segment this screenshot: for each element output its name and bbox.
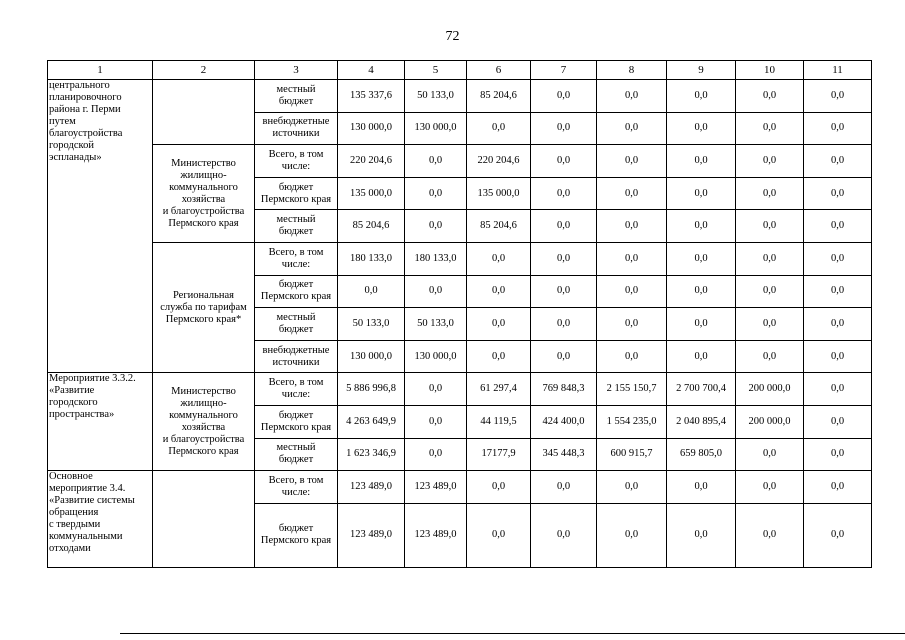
amount-cell: 0,0 bbox=[804, 210, 872, 243]
amount-cell: 135 000,0 bbox=[467, 177, 531, 210]
event-name: Мероприятие 3.3.2. «Развитие городского пространства» bbox=[48, 373, 153, 471]
amount-cell: 0,0 bbox=[667, 80, 736, 113]
amount-cell: 0,0 bbox=[804, 275, 872, 308]
amount-cell: 0,0 bbox=[804, 112, 872, 145]
funding-source: бюджет Пермского края bbox=[255, 177, 338, 210]
amount-cell: 0,0 bbox=[405, 145, 467, 178]
amount-cell: 123 489,0 bbox=[405, 471, 467, 504]
amount-cell: 0,0 bbox=[736, 112, 804, 145]
amount-cell: 0,0 bbox=[804, 340, 872, 373]
amount-cell: 0,0 bbox=[667, 177, 736, 210]
column-number: 6 bbox=[467, 61, 531, 80]
amount-cell: 0,0 bbox=[804, 373, 872, 406]
column-number: 7 bbox=[531, 61, 597, 80]
amount-cell: 123 489,0 bbox=[338, 471, 405, 504]
amount-cell: 0,0 bbox=[667, 112, 736, 145]
executor-name: Министерство жилищно- коммунального хозяйства и благоустройства Пермского края bbox=[153, 145, 255, 243]
funding-source: Всего, в том числе: bbox=[255, 373, 338, 406]
column-number: 2 bbox=[153, 61, 255, 80]
amount-cell: 0,0 bbox=[667, 308, 736, 341]
funding-source: местный бюджет bbox=[255, 80, 338, 113]
amount-cell: 130 000,0 bbox=[405, 112, 467, 145]
table-row bbox=[48, 145, 872, 178]
amount-cell: 0,0 bbox=[531, 503, 597, 567]
amount-cell: 123 489,0 bbox=[405, 503, 467, 567]
page-number: 72 bbox=[445, 29, 460, 44]
executor-name bbox=[153, 80, 255, 145]
budget-table bbox=[47, 60, 872, 568]
funding-source: бюджет Пермского края bbox=[255, 275, 338, 308]
amount-cell: 17177,9 bbox=[467, 438, 531, 471]
amount-cell: 0,0 bbox=[597, 471, 667, 504]
executor-name: Региональная служба по тарифам Пермского края* bbox=[153, 242, 255, 372]
amount-cell: 0,0 bbox=[338, 275, 405, 308]
amount-cell: 0,0 bbox=[531, 471, 597, 504]
amount-cell: 50 133,0 bbox=[405, 308, 467, 341]
column-number: 9 bbox=[667, 61, 736, 80]
amount-cell: 0,0 bbox=[736, 177, 804, 210]
amount-cell: 659 805,0 bbox=[667, 438, 736, 471]
amount-cell: 0,0 bbox=[531, 177, 597, 210]
amount-cell: 0,0 bbox=[531, 210, 597, 243]
table-row bbox=[48, 373, 872, 406]
amount-cell: 0,0 bbox=[736, 210, 804, 243]
amount-cell: 0,0 bbox=[804, 308, 872, 341]
amount-cell: 0,0 bbox=[467, 503, 531, 567]
amount-cell: 0,0 bbox=[667, 242, 736, 275]
amount-cell: 0,0 bbox=[667, 275, 736, 308]
amount-cell: 0,0 bbox=[597, 308, 667, 341]
amount-cell: 44 119,5 bbox=[467, 405, 531, 438]
amount-cell: 0,0 bbox=[531, 242, 597, 275]
column-number: 5 bbox=[405, 61, 467, 80]
amount-cell: 0,0 bbox=[597, 112, 667, 145]
amount-cell: 220 204,6 bbox=[467, 145, 531, 178]
amount-cell: 0,0 bbox=[804, 80, 872, 113]
amount-cell: 0,0 bbox=[531, 275, 597, 308]
event-name: Основное мероприятие 3.4. «Развитие системы обращения с твердыми коммунальными отходами bbox=[48, 471, 153, 568]
amount-cell: 0,0 bbox=[405, 373, 467, 406]
column-number: 4 bbox=[338, 61, 405, 80]
amount-cell: 0,0 bbox=[467, 275, 531, 308]
column-number-row bbox=[48, 61, 872, 80]
amount-cell: 85 204,6 bbox=[467, 80, 531, 113]
amount-cell: 345 448,3 bbox=[531, 438, 597, 471]
funding-source: местный бюджет bbox=[255, 438, 338, 471]
amount-cell: 85 204,6 bbox=[338, 210, 405, 243]
amount-cell: 0,0 bbox=[597, 177, 667, 210]
amount-cell: 0,0 bbox=[736, 503, 804, 567]
executor-name bbox=[153, 471, 255, 568]
amount-cell: 0,0 bbox=[667, 145, 736, 178]
column-number: 8 bbox=[597, 61, 667, 80]
funding-source: бюджет Пермского края bbox=[255, 503, 338, 567]
funding-source: внебюджетные источники bbox=[255, 112, 338, 145]
table-row bbox=[48, 242, 872, 275]
amount-cell: 1 554 235,0 bbox=[597, 405, 667, 438]
amount-cell: 0,0 bbox=[467, 308, 531, 341]
amount-cell: 2 040 895,4 bbox=[667, 405, 736, 438]
amount-cell: 0,0 bbox=[467, 340, 531, 373]
amount-cell: 0,0 bbox=[736, 80, 804, 113]
amount-cell: 200 000,0 bbox=[736, 405, 804, 438]
amount-cell: 0,0 bbox=[804, 438, 872, 471]
amount-cell: 0,0 bbox=[531, 112, 597, 145]
amount-cell: 0,0 bbox=[597, 503, 667, 567]
amount-cell: 0,0 bbox=[804, 242, 872, 275]
amount-cell: 0,0 bbox=[597, 210, 667, 243]
amount-cell: 0,0 bbox=[736, 438, 804, 471]
amount-cell: 0,0 bbox=[736, 471, 804, 504]
amount-cell: 180 133,0 bbox=[338, 242, 405, 275]
amount-cell: 0,0 bbox=[467, 471, 531, 504]
funding-source: бюджет Пермского края bbox=[255, 405, 338, 438]
amount-cell: 0,0 bbox=[531, 340, 597, 373]
amount-cell: 0,0 bbox=[736, 242, 804, 275]
amount-cell: 0,0 bbox=[531, 145, 597, 178]
amount-cell: 135 000,0 bbox=[338, 177, 405, 210]
amount-cell: 0,0 bbox=[736, 340, 804, 373]
amount-cell: 5 886 996,8 bbox=[338, 373, 405, 406]
funding-source: Всего, в том числе: bbox=[255, 242, 338, 275]
amount-cell: 2 155 150,7 bbox=[597, 373, 667, 406]
funding-source: Всего, в том числе: bbox=[255, 145, 338, 178]
amount-cell: 135 337,6 bbox=[338, 80, 405, 113]
amount-cell: 200 000,0 bbox=[736, 373, 804, 406]
amount-cell: 0,0 bbox=[667, 210, 736, 243]
amount-cell: 220 204,6 bbox=[338, 145, 405, 178]
amount-cell: 130 000,0 bbox=[338, 112, 405, 145]
amount-cell: 0,0 bbox=[405, 275, 467, 308]
amount-cell: 0,0 bbox=[467, 112, 531, 145]
amount-cell: 50 133,0 bbox=[405, 80, 467, 113]
amount-cell: 0,0 bbox=[405, 438, 467, 471]
amount-cell: 0,0 bbox=[804, 145, 872, 178]
column-number: 1 bbox=[48, 61, 153, 80]
amount-cell: 130 000,0 bbox=[338, 340, 405, 373]
column-number: 3 bbox=[255, 61, 338, 80]
amount-cell: 4 263 649,9 bbox=[338, 405, 405, 438]
amount-cell: 50 133,0 bbox=[338, 308, 405, 341]
amount-cell: 85 204,6 bbox=[467, 210, 531, 243]
amount-cell: 130 000,0 bbox=[405, 340, 467, 373]
amount-cell: 0,0 bbox=[804, 405, 872, 438]
amount-cell: 0,0 bbox=[467, 242, 531, 275]
amount-cell: 123 489,0 bbox=[338, 503, 405, 567]
amount-cell: 2 700 700,4 bbox=[667, 373, 736, 406]
funding-source: местный бюджет bbox=[255, 308, 338, 341]
funding-source: местный бюджет bbox=[255, 210, 338, 243]
amount-cell: 0,0 bbox=[667, 503, 736, 567]
amount-cell: 0,0 bbox=[405, 210, 467, 243]
amount-cell: 0,0 bbox=[597, 242, 667, 275]
event-name: центрального планировочного района г. Перми путем благоустройства городской эспланады» bbox=[48, 80, 153, 373]
amount-cell: 0,0 bbox=[597, 145, 667, 178]
amount-cell: 1 623 346,9 bbox=[338, 438, 405, 471]
column-number: 10 bbox=[736, 61, 804, 80]
amount-cell: 0,0 bbox=[736, 275, 804, 308]
amount-cell: 0,0 bbox=[405, 177, 467, 210]
amount-cell: 0,0 bbox=[597, 340, 667, 373]
amount-cell: 0,0 bbox=[804, 177, 872, 210]
amount-cell: 61 297,4 bbox=[467, 373, 531, 406]
table-row bbox=[48, 471, 872, 504]
amount-cell: 0,0 bbox=[667, 340, 736, 373]
amount-cell: 0,0 bbox=[597, 275, 667, 308]
amount-cell: 0,0 bbox=[804, 503, 872, 567]
amount-cell: 0,0 bbox=[736, 145, 804, 178]
funding-source: внебюджетные источники bbox=[255, 340, 338, 373]
funding-source: Всего, в том числе: bbox=[255, 471, 338, 504]
amount-cell: 0,0 bbox=[736, 308, 804, 341]
amount-cell: 180 133,0 bbox=[405, 242, 467, 275]
amount-cell: 600 915,7 bbox=[597, 438, 667, 471]
amount-cell: 0,0 bbox=[531, 308, 597, 341]
column-number: 11 bbox=[804, 61, 872, 80]
amount-cell: 0,0 bbox=[405, 405, 467, 438]
amount-cell: 424 400,0 bbox=[531, 405, 597, 438]
amount-cell: 0,0 bbox=[531, 80, 597, 113]
bottom-rule bbox=[120, 633, 905, 634]
amount-cell: 769 848,3 bbox=[531, 373, 597, 406]
amount-cell: 0,0 bbox=[667, 471, 736, 504]
executor-name: Министерство жилищно- коммунального хозяйства и благоустройства Пермского края bbox=[153, 373, 255, 471]
table-row bbox=[48, 80, 872, 113]
amount-cell: 0,0 bbox=[804, 471, 872, 504]
amount-cell: 0,0 bbox=[597, 80, 667, 113]
